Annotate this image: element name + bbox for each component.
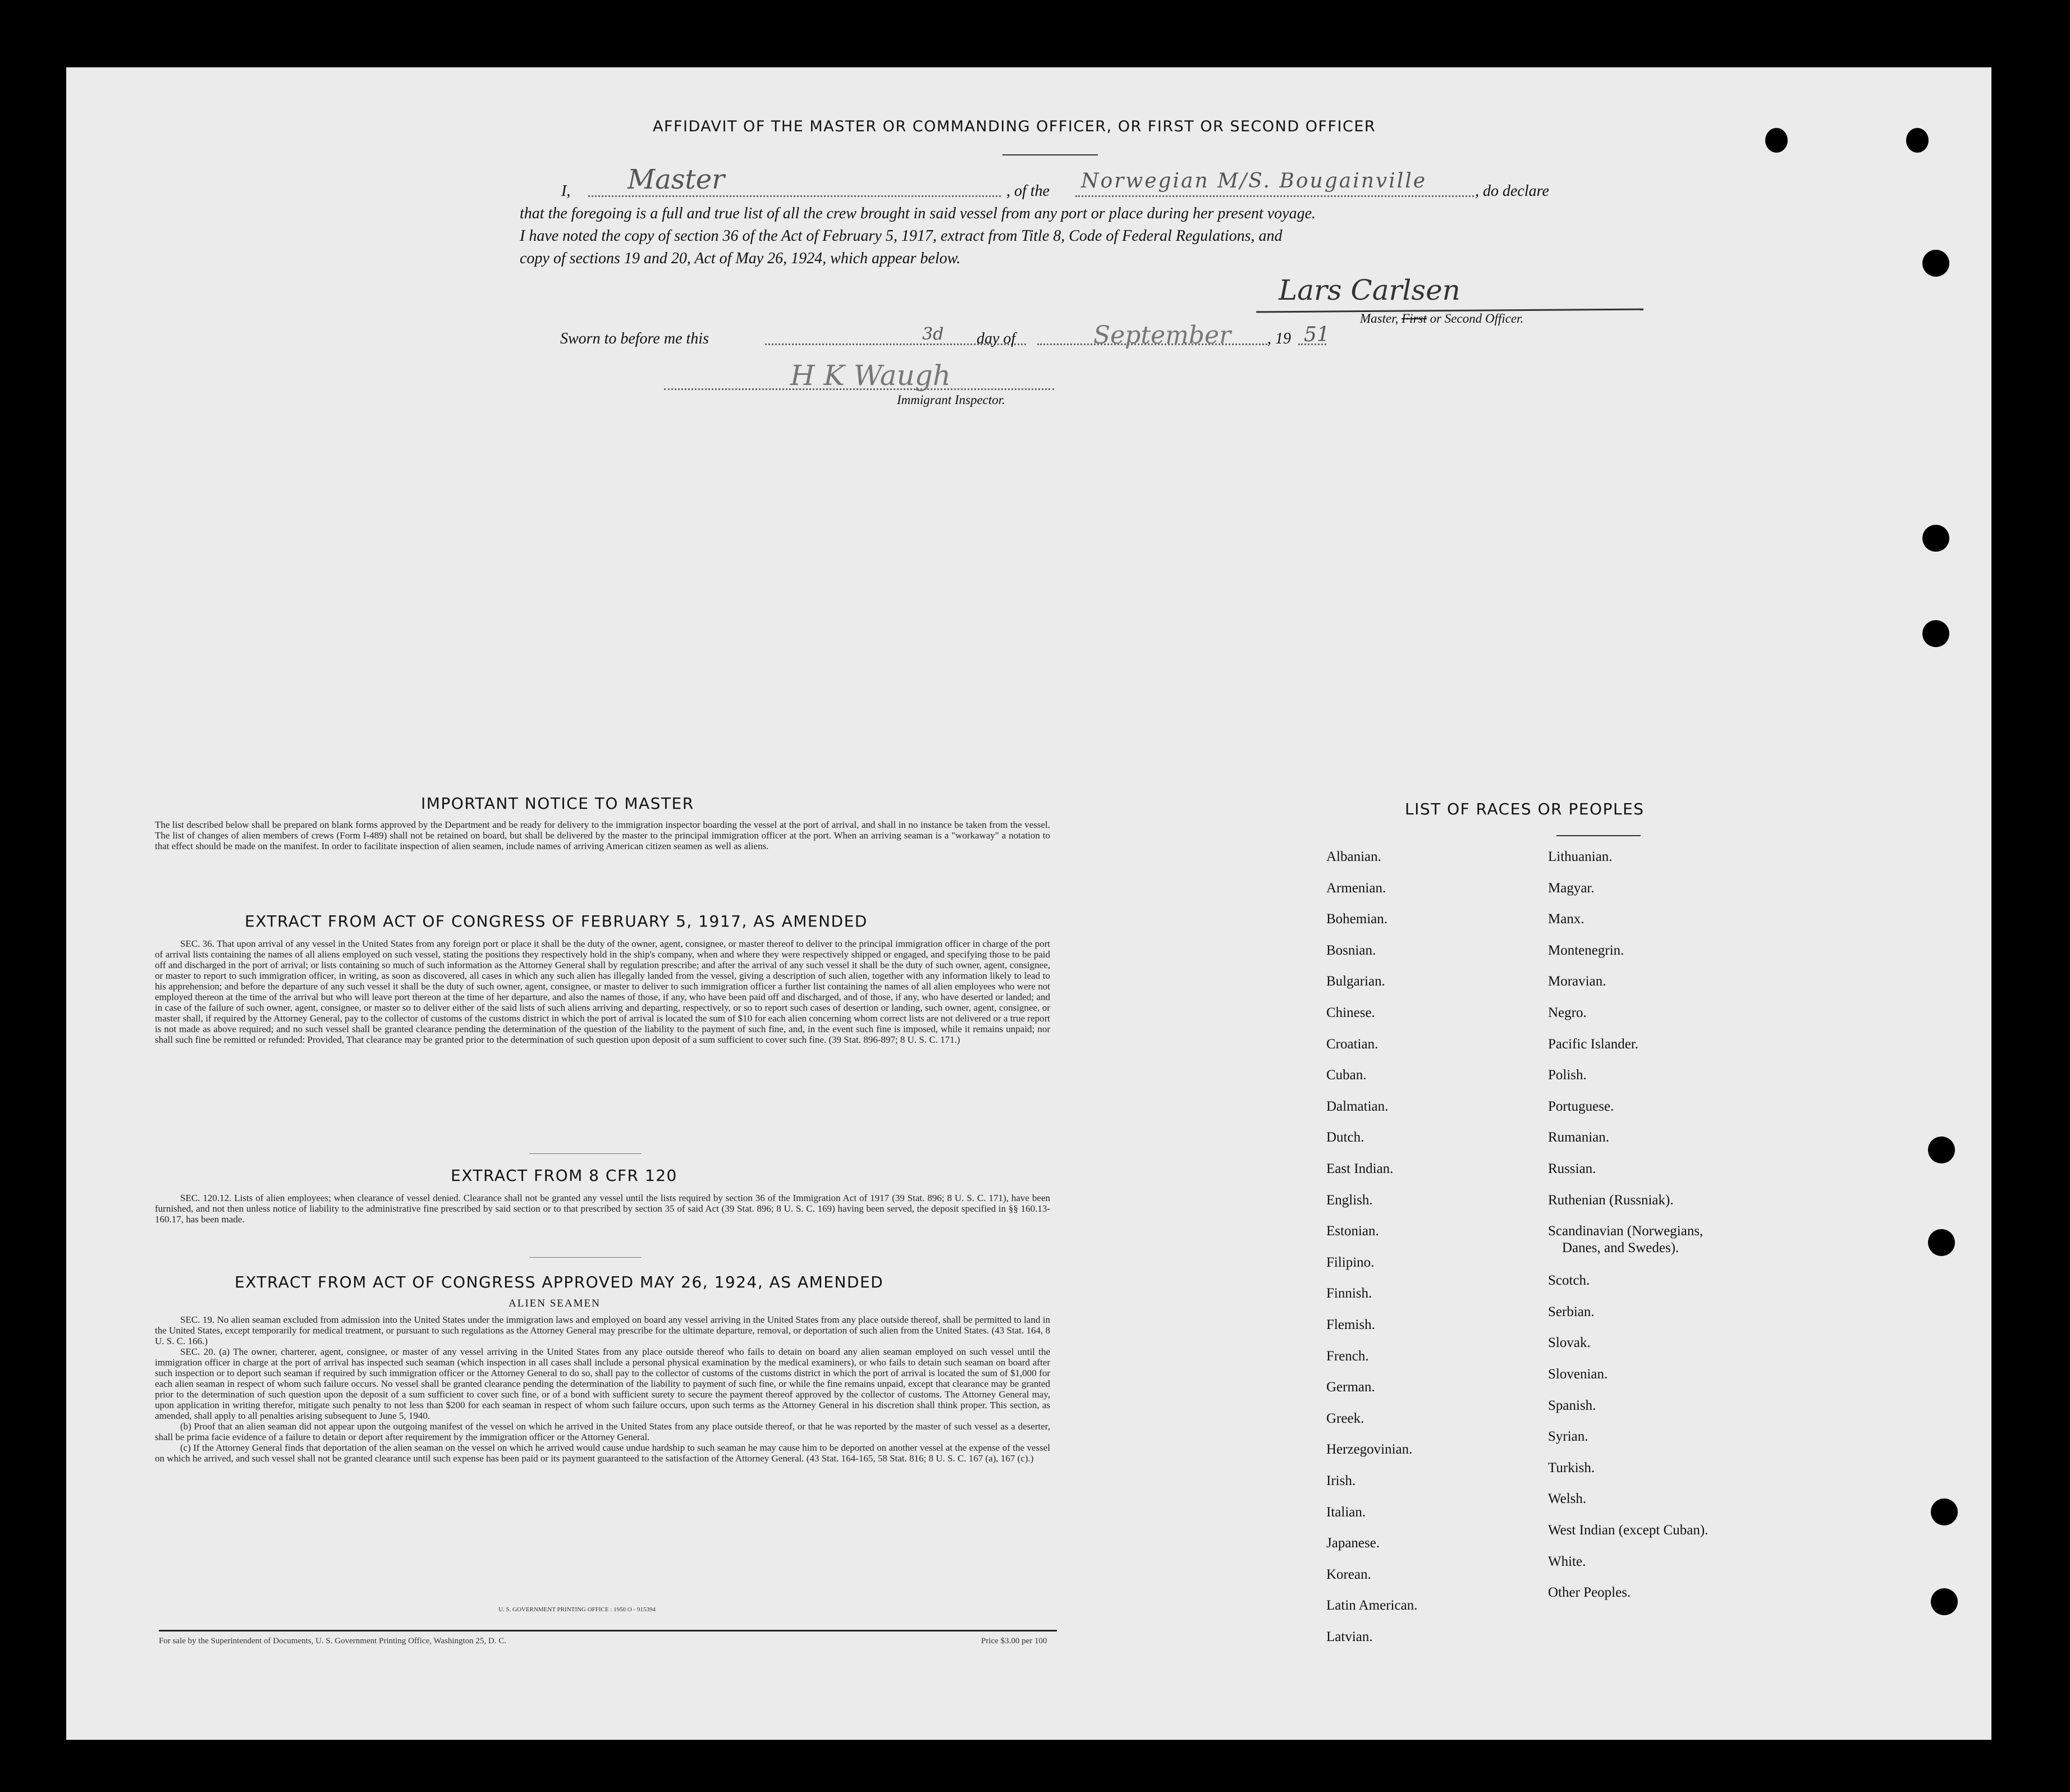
i-label: I, (561, 182, 571, 200)
race-item: Russian. (1548, 1161, 1596, 1176)
race-item: Herzegovinian. (1326, 1442, 1413, 1458)
race-item: Armenian. (1326, 880, 1386, 896)
master-handwriting: Master (628, 164, 725, 195)
section-20a-paragraph: SEC. 20. (a) The owner, charterer, agent, consignee, or master of any vessel arriving in the United States from any place outside thereof who fails to detain on board any alien seaman employed on such vessel until the immigration officer in charge at the port of arrival has inspected such seaman (which inspection in all cases shall include a personal physical examination by the medical examiners), or who fails to detain such seaman on board after such inspection or to deport such seaman if required by such immigration officer or the Attorney General to do so, shall pay to the collector of customs of the customs district in which the port of arrival is located the sum of $1,000 for each alien seaman in respect of whom such failure occurs. No vessel shall be granted clearance pending the determination of the liability to payment of such fine, or while the fine remains unpaid, except that clearance may be granted prior to the determination of such question upon the deposit of a sum sufficient to cover such fine, or of a bond with sufficient surety to secure the payment thereof approved by the collector of customs. The Attorney General may, upon application in writing therefor, mitigate such penalty to not less than $200 for each seaman in respect of whom such failure occurs, upon such terms as the Attorney General in his discretion shall think proper. This section, as amended, shall apply to all penalties arising subsequent to June 5, 1940. (155, 1346, 1050, 1421)
race-item: Bulgarian. (1326, 974, 1385, 989)
sale-notice: For sale by the Superintendent of Documents, U. S. Government Printing Office, Washington 25, D. C. (159, 1637, 506, 1646)
declaration-line-4: copy of sections 19 and 20, Act of May 26, 1924, which appear below. (520, 250, 961, 267)
section-19-paragraph: SEC. 19. No alien seaman excluded from admission into the United States under the immigration laws and employed on board any vessel arriving in the United States from any place outside thereof, shall be permitted to land in the United States, except temporarily for medical treatment, or pursuant to such regulations as the Attorney General may prescribe for the ultimate departure, removal, or deportation of such alien from the United States. (43 Stat. 164, 8 U. S. C. 166.) (155, 1314, 1050, 1346)
race-item: Serbian. (1548, 1304, 1595, 1319)
section-20b-paragraph: (b) Proof that an alien seaman did not appear upon the outgoing manifest of the vessel on which he arrived in the United States from any place outside thereof, or that he was reported by the master of such vessel as a deserter, shall be prima facie evidence of a failure to detain or deport after requirement by the immigration officer or the Attorney General. (155, 1421, 1050, 1442)
race-item: Polish. (1548, 1067, 1587, 1083)
master-caption (1360, 311, 1523, 326)
master-caption-prefix: Master, (1360, 311, 1399, 326)
race-item: Flemish. (1326, 1317, 1375, 1332)
punch-hole (1922, 620, 1949, 647)
race-item: German. (1326, 1379, 1375, 1395)
vessel-line (1075, 195, 1474, 197)
punch-hole (1922, 525, 1949, 552)
race-item: Scotch. (1548, 1273, 1590, 1289)
race-item: Pacific Islander. (1548, 1036, 1639, 1052)
race-item: Albanian. (1326, 849, 1381, 864)
race-item: Ruthenian (Russniak). (1548, 1192, 1674, 1208)
punch-hole (1765, 128, 1788, 153)
race-item: Cuban. (1326, 1067, 1367, 1083)
race-item: Slovenian. (1548, 1367, 1608, 1382)
race-item: Italian. (1326, 1504, 1366, 1520)
vessel-handwriting: Norwegian M/S. Bougainville (1081, 169, 1427, 193)
race-item: Spanish. (1548, 1397, 1596, 1413)
sworn-label: Sworn to before me this (560, 330, 709, 347)
footer-rule (159, 1630, 1057, 1631)
punch-hole (1928, 1136, 1955, 1163)
divider-2 (529, 1257, 642, 1258)
punch-hole (1928, 1229, 1955, 1256)
race-item: Estonian. (1326, 1223, 1379, 1239)
master-caption-suffix: or Second Officer. (1430, 311, 1524, 326)
day-of-label: day of (977, 330, 1016, 347)
inspector-signature: H K Waugh (790, 359, 951, 392)
race-item: Portuguese. (1548, 1098, 1614, 1114)
race-item: Latin American. (1326, 1598, 1418, 1614)
punch-hole (1931, 1588, 1958, 1615)
race-item: Lithuanian. (1548, 849, 1613, 864)
race-item: Bosnian. (1326, 942, 1376, 958)
race-item: Magyar. (1548, 880, 1595, 896)
race-item: Negro. (1548, 1005, 1587, 1020)
race-item: Chinese. (1326, 1005, 1375, 1020)
affidavit-title: AFFIDAVIT OF THE MASTER OR COMMANDING OFFICER, OR FIRST OR SECOND OFFICER (653, 118, 1376, 135)
race-item: English. (1326, 1192, 1373, 1208)
race-item: Scandinavian (Norwegians, (1548, 1223, 1703, 1239)
race-item: Bohemian. (1326, 911, 1388, 927)
section-20c-paragraph: (c) If the Attorney General finds that deportation of the alien seaman on the vessel on which he arrived would cause undue hardship to such seaman he may cause him to be deported on another vessel at the expense of the vessel on which he arrived, and such vessel shall not be granted clearance until such expense has been paid or its payment guaranteed to the satisfaction of the Attorney General. (43 Stat. 164-165, 58 Stat. 816; 8 U. S. C. 167 (a), 167 (c).) (155, 1442, 1050, 1464)
inspector-line (664, 388, 1054, 390)
declaration-line-3: I have noted the copy of section 36 of the Act of February 5, 1917, extract from Title 8, Code of Federal Regulations, and (520, 227, 1283, 245)
race-item: Turkish. (1548, 1460, 1595, 1475)
name-line (588, 195, 1001, 197)
race-item: Latvian. (1326, 1629, 1373, 1644)
divider-1 (529, 1153, 642, 1154)
extract-cfr-body: SEC. 120.12. Lists of alien employees; when clearance of vessel denied. Clearance shall not be granted any vessel until the lists required by section 36 of the Immigration Act of 1917 (39 Stat. 896; 8 U. S. C. 171), have been furnished, and not then unless notice of liability to the administrative fine prescribed by said section or to that prescribed by section 35 of said Act (39 Stat. 896; 8 U. S. C. 169) having been served, the deposit specified in §§ 160.13-160.17, has been made. (155, 1193, 1050, 1225)
year-line (1298, 343, 1326, 345)
notice-title: IMPORTANT NOTICE TO MASTER (421, 794, 694, 813)
race-item: Rumanian. (1548, 1130, 1610, 1145)
master-signature: Lars Carlsen (1279, 274, 1460, 306)
race-item: Croatian. (1326, 1036, 1379, 1052)
race-item: West Indian (except Cuban). (1548, 1523, 1709, 1538)
punch-hole (1906, 128, 1929, 153)
race-item: Montenegrin. (1548, 942, 1624, 958)
race-item: Dutch. (1326, 1130, 1364, 1145)
gpo-imprint: U. S. GOVERNMENT PRINTING OFFICE : 1950 O - 915394 (498, 1606, 656, 1613)
race-item: Welsh. (1548, 1491, 1587, 1507)
race-item: Irish. (1326, 1473, 1356, 1488)
extract-1924-title: EXTRACT FROM ACT OF CONGRESS APPROVED MAY 26, 1924, AS AMENDED (235, 1273, 884, 1291)
race-item: Filipino. (1326, 1254, 1375, 1270)
alien-seamen-subtitle: ALIEN SEAMEN (509, 1298, 601, 1309)
race-item: Moravian. (1548, 974, 1606, 989)
extract-cfr-title: EXTRACT FROM 8 CFR 120 (451, 1166, 677, 1185)
race-item: Korean. (1326, 1566, 1371, 1582)
race-item: Syrian. (1548, 1429, 1588, 1445)
punch-hole (1922, 250, 1949, 277)
races-title: LIST OF RACES OR PEOPLES (1405, 800, 1645, 818)
race-item: Other Peoples. (1548, 1585, 1631, 1601)
month-handwriting: September (1093, 321, 1231, 350)
race-item: Danes, and Swedes). (1562, 1240, 1679, 1256)
race-item: Greek. (1326, 1410, 1364, 1426)
do-declare-label: , do declare (1475, 182, 1549, 200)
race-item: Japanese. (1326, 1536, 1380, 1551)
document-page (66, 67, 1991, 1740)
notice-body: The list described below shall be prepared on blank forms approved by the Department and be ready for delivery to the immigration inspector boarding the vessel at the port of arrival, and shall in no instance be taken from the vessel. The list of changes of alien members of crews (Form I-489) shall not be retained on board, but shall be delivered by the master to the principal immigration officer at the port. When an arriving seaman is a "workaway" a notation to that effect should be made on the manifest. In order to facilitate inspection of alien seamen, include names of arriving American citizen seamen as well as aliens. (155, 819, 1050, 851)
master-caption-struck: First (1402, 311, 1427, 326)
extract-1917-body: SEC. 36. That upon arrival of any vessel in the United States from any foreign port or place it shall be the duty of the owner, agent, consignee, or master thereof to deliver to the principal immigration officer in charge of the port of arrival lists containing the names of all aliens employed on such vessel, stating the positions they respectively hold in the ship's company, when and where they were respectively shipped or engaged, and specifying those to be paid off and discharged in the port of arrival; or lists containing so much of such information as the Attorney General shall by regulation prescribe; and after the arrival of any such vessel it shall be the duty of such owner, agent, consignee, or master to report to such immigration officer, in writing, as soon as discovered, all cases in which any such alien has illegally landed from the vessel, giving a description of such alien, together with any information likely to lead to his apprehension; and before the departure of any such vessel it shall be the duty of such owner, agent, consignee, or master to deliver to such immigration officer a further list containing the names of all alien employees who were not employed thereon at the time of the arrival but who will leave port thereon at the time of her departure, and also the names of those, if any, who have been paid off and discharged, and of those, if any, who have deserted or landed; and in case of the failure of such owner, agent, consignee, or master so to deliver either of the said lists of such aliens arriving and departing, respectively, or so to report such cases of desertion or landing, such owner, agent, consignee, or master shall, if required by the Attorney General, pay to the collector of customs of the customs district in which the port of arrival is located the sum of $10 for each alien concerning whom correct lists are not delivered or a true report is not made as above required; and no such vessel shall be granted clearance pending the determination of the question of the liability to the payment of such fine, and, in the event such fine is imposed, while it remains unpaid; nor shall such fine be remitted or refunded: Provided, That clearance may be granted prior to the determination of such question upon deposit of a sum sufficient to cover such fine. (39 Stat. 896-897; 8 U. S. C. 171.) (155, 938, 1050, 1045)
price-notice: Price $3.00 per 100 (981, 1637, 1047, 1646)
race-item: White. (1548, 1553, 1586, 1569)
punch-hole (1931, 1498, 1958, 1525)
title-rule (1002, 154, 1098, 155)
race-item: Dalmatian. (1326, 1098, 1389, 1114)
declaration-line-2: that the foregoing is a full and true list of all the crew brought in said vessel from any port or place during her present voyage. (520, 205, 1316, 222)
extract-1917-title: EXTRACT FROM ACT OF CONGRESS OF FEBRUARY 5, 1917, AS AMENDED (245, 912, 868, 931)
day-handwriting: 3d (922, 324, 944, 344)
race-item: Manx. (1548, 911, 1584, 927)
race-item: Slovak. (1548, 1335, 1591, 1351)
of-the-label: , of the (1006, 182, 1050, 200)
race-item: Finnish. (1326, 1286, 1372, 1301)
race-item: French. (1326, 1348, 1369, 1364)
extract-1924-body (155, 1314, 1050, 1464)
inspector-caption: Immigrant Inspector. (897, 393, 1005, 407)
year-prefix: , 19 (1267, 330, 1291, 347)
year-handwriting: 51 (1304, 323, 1330, 346)
race-item: East Indian. (1326, 1161, 1394, 1176)
races-title-rule (1556, 835, 1641, 836)
